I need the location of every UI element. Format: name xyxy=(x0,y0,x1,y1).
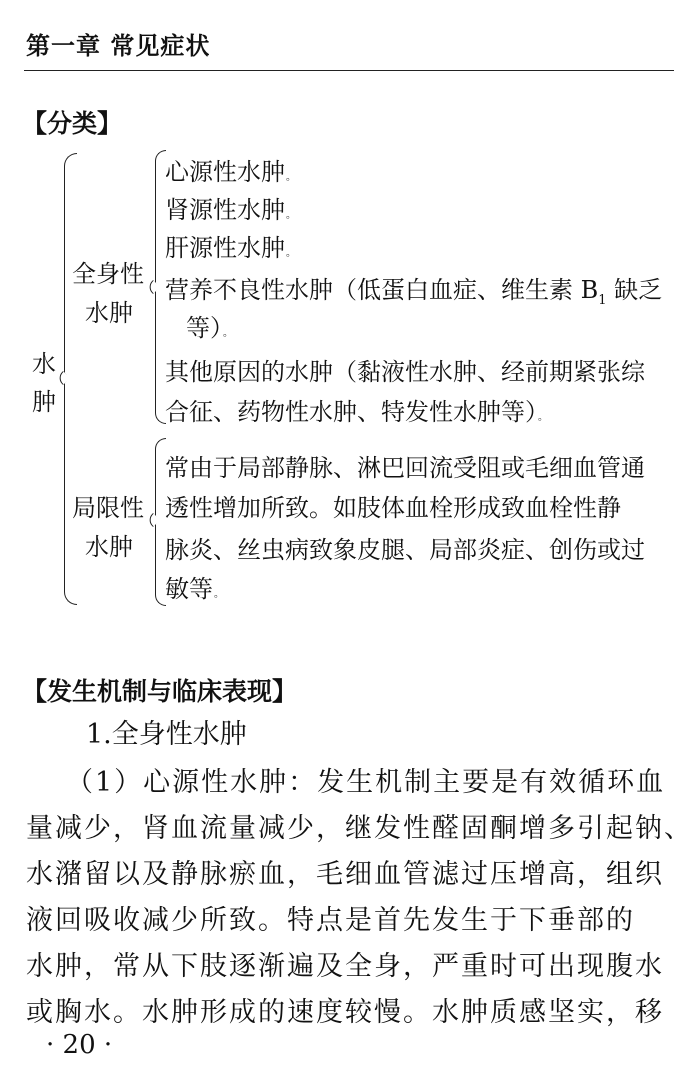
item-hepatic-edema: 肝源性水肿。 xyxy=(165,234,296,262)
local-edema-text-3: 脉炎、丝虫病致象皮腿、局部炎症、创伤或过 xyxy=(165,536,645,564)
chapter-title: 第一章 常见症状 xyxy=(26,32,211,60)
header-divider xyxy=(24,70,674,71)
page-number: · 20 · xyxy=(46,1030,113,1060)
paragraph-line-2: 量减少，肾血流量减少，继发性醛固酮增多引起钠、 xyxy=(26,813,693,844)
paragraph-line-6: 或胸水。水肿形成的速度较慢。水肿质感坚实，移 xyxy=(26,997,664,1028)
root-label-1: 水 xyxy=(32,350,56,378)
item-nutritional-edema: 营养不良性水肿（低蛋白血症、维生素 $B_1$ 缺乏 xyxy=(165,276,663,308)
sub-heading-general-edema: 1.全身性水肿 xyxy=(86,719,247,750)
local-edema-label-1: 局限性 xyxy=(72,494,144,522)
general-edema-label-2: 水肿 xyxy=(85,299,133,327)
local-edema-label-2: 水肿 xyxy=(85,533,133,561)
general-edema-label-1: 全身性 xyxy=(72,260,144,288)
item-nutritional-edema-cont: 等）。 xyxy=(186,314,233,342)
root-label-2: 肿 xyxy=(32,388,56,416)
paragraph-line-1: （1）心源性水肿：发生机制主要是有效循环血 xyxy=(66,767,666,798)
paragraph-line-5: 水肿，常从下肢逐渐遍及全身，严重时可出现腹水 xyxy=(26,951,664,982)
local-edema-text-4: 敏等。 xyxy=(165,575,224,603)
item-renal-edema: 肾源性水肿。 xyxy=(165,196,296,224)
classification-heading: 【分类】 xyxy=(22,109,123,138)
item-cardiac-edema: 心源性水肿。 xyxy=(165,158,296,186)
paragraph-line-3: 水潴留以及静脉瘀血，毛细血管滤过压增高，组织 xyxy=(26,859,664,890)
local-edema-text-2: 透性增加所致。如肢体血栓形成致血栓性静 xyxy=(165,494,621,522)
paragraph-line-4: 液回吸收减少所致。特点是首先发生于下垂部的 xyxy=(26,905,635,936)
item-other-edema-cont: 合征、药物性水肿、特发性水肿等）。 xyxy=(165,398,548,426)
local-edema-text-1: 常由于局部静脉、淋巴回流受阻或毛细血管通 xyxy=(165,454,645,482)
mechanism-heading: 【发生机制与临床表现】 xyxy=(22,677,298,706)
item-other-edema: 其他原因的水肿（黏液性水肿、经前期紧张综 xyxy=(165,358,645,386)
